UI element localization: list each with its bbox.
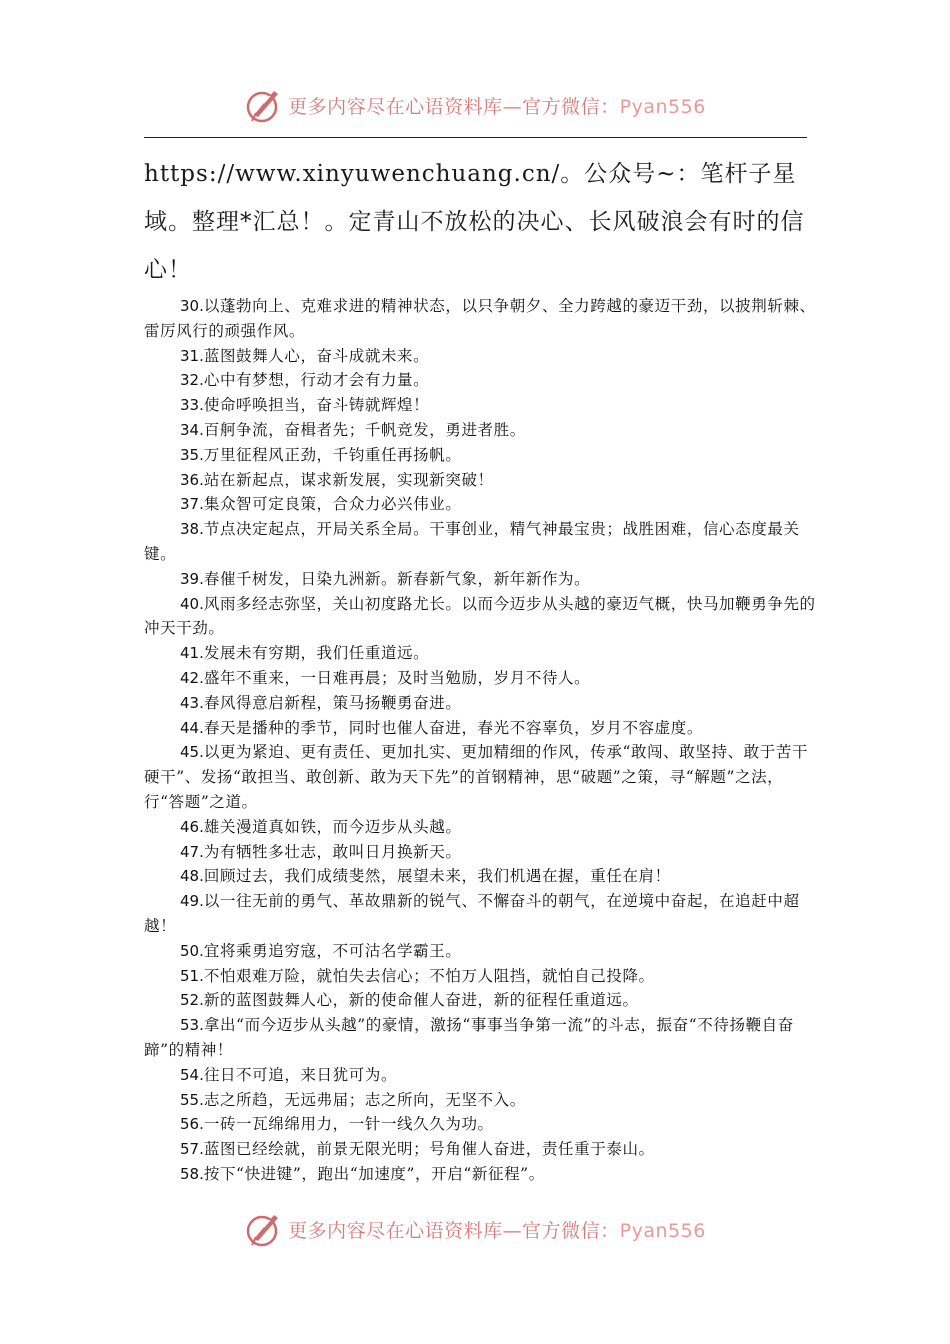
item-text: 蓝图鼓舞人心，奋斗成就未来。 <box>203 346 430 365</box>
item-number: 43. <box>180 693 204 712</box>
item-number: 34. <box>180 420 204 439</box>
item-number: 51. <box>180 966 204 985</box>
item-number: 50. <box>180 941 204 960</box>
list-item <box>144 691 820 716</box>
item-text: 以一往无前的勇气、革故鼎新的锐气、不懈奋斗的朝气，在逆境中奋起，在追赶中超越！ <box>144 892 800 935</box>
list-item <box>144 393 820 418</box>
item-text: 按下“快进键”，跑出“加速度”，开启“新征程”。 <box>203 1164 545 1183</box>
footer-wechat-id: Pyan556 <box>619 1219 706 1242</box>
item-text: 蓝图已经绘就，前景无限光明；号角催人奋进，责任重于泰山。 <box>203 1140 655 1159</box>
item-number: 33. <box>180 396 204 415</box>
item-text: 拿出“而今迈步从头越”的豪情，激扬“事事当争第一流”的斗志，振奋“不待扬鞭自奋蹄”的精神！ <box>144 1016 794 1059</box>
item-text: 百舸争流，奋楫者先；千帆竞发，勇进者胜。 <box>203 420 526 439</box>
list-item <box>144 294 820 344</box>
list-item <box>144 1013 820 1063</box>
item-text: 万里征程风正劲，千钧重任再扬帆。 <box>203 445 462 464</box>
list-item <box>144 964 820 989</box>
item-text: 使命呼唤担当，奋斗铸就辉煌！ <box>203 396 430 415</box>
item-number: 57. <box>180 1140 204 1159</box>
list-item <box>144 344 820 369</box>
list-item <box>144 1112 820 1137</box>
item-number: 30. <box>180 297 204 315</box>
item-number: 36. <box>180 470 204 489</box>
item-text: 心中有梦想，行动才会有力量。 <box>203 371 430 390</box>
item-text: 一砖一瓦绵绵用力，一针一线久久为功。 <box>203 1115 494 1134</box>
header-banner-main: 更多内容尽在心语资料库—官方微信： <box>288 95 620 118</box>
item-text: 宜将乘勇追穷寇，不可沽名学霸王。 <box>203 941 462 960</box>
item-number: 52. <box>180 991 204 1010</box>
list-item <box>144 988 820 1013</box>
header-wechat-id: Pyan556 <box>619 95 706 118</box>
item-text: 发展未有穷期，我们任重道远。 <box>203 644 430 663</box>
quill-logo-icon <box>244 1209 284 1249</box>
item-number: 35. <box>180 445 204 464</box>
footer-banner <box>244 1209 706 1249</box>
item-number: 41. <box>180 644 204 663</box>
item-text: 为有牺牲多壮志，敢叫日月换新天。 <box>203 842 462 861</box>
item-number: 53. <box>180 1016 204 1035</box>
header-banner-text <box>288 92 706 119</box>
list-item <box>144 418 820 443</box>
header-banner <box>244 85 706 125</box>
list-item <box>144 666 820 691</box>
page-footer <box>0 1206 950 1252</box>
list-item <box>144 468 820 493</box>
item-text: 志之所趋，无远弗届；志之所向，无坚不入。 <box>203 1090 526 1109</box>
list-item <box>144 517 820 567</box>
item-text: 节点决定起点，开局关系全局。干事创业，精气神最宝贵；战胜困难，信心态度最关键。 <box>144 520 800 563</box>
item-text: 春催千树发，日染九洲新。新春新气象，新年新作为。 <box>203 569 591 588</box>
item-text: 春天是播种的季节，同时也催人奋进，春光不容辜负，岁月不容虚度。 <box>203 718 703 737</box>
list-item <box>144 368 820 393</box>
list-item <box>144 716 820 741</box>
item-number: 38. <box>180 520 204 539</box>
page-header <box>0 82 950 128</box>
list-item <box>144 889 820 939</box>
list-item <box>144 443 820 468</box>
intro-paragraph: https://www.xinyuwenchuang.cn/。公众号~：笔杆子星域。整理*汇总！。定青山不放松的决心、长风破浪会有时的信心！ <box>144 161 805 283</box>
item-text: 以更为紧迫、更有责任、更加扎实、更加精细的作风，传承“敢闯、敢坚持、敢于苦干硬干”、发扬“敢担当、敢创新、敢为天下先”的首钢精神，思“破题”之策，寻“解题”之法，行“答题”之道。 <box>144 743 809 811</box>
list-item <box>144 1063 820 1088</box>
list-item <box>144 1088 820 1113</box>
item-number: 44. <box>180 718 204 737</box>
list-item <box>144 641 820 666</box>
item-text: 雄关漫道真如铁，而今迈步从头越。 <box>203 817 462 836</box>
item-number: 55. <box>180 1090 204 1109</box>
item-text: 风雨多经志弥坚，关山初度路尤长。以而今迈步从头越的豪迈气概，快马加鞭勇争先的冲天干劲。 <box>144 594 816 638</box>
item-text: 不怕艰难万险，就怕失去信心；不怕万人阻挡，就怕自己投降。 <box>203 966 655 985</box>
footer-banner-text <box>288 1216 706 1243</box>
item-number: 40. <box>180 594 204 613</box>
item-number: 46. <box>180 817 204 836</box>
header-divider <box>144 137 807 138</box>
list-item <box>144 939 820 964</box>
item-text: 站在新起点，谋求新发展，实现新突破！ <box>203 470 494 489</box>
list-item <box>144 740 820 814</box>
item-number: 31. <box>180 346 204 365</box>
item-number: 49. <box>180 892 204 911</box>
list-item <box>144 1137 820 1162</box>
list-item <box>144 592 820 642</box>
item-text: 盛年不重来，一日难再晨；及时当勉励，岁月不待人。 <box>203 668 591 687</box>
item-text: 新的蓝图鼓舞人心，新的使命催人奋进，新的征程任重道远。 <box>203 991 639 1010</box>
item-number: 32. <box>180 371 204 390</box>
item-text: 春风得意启新程，策马扬鞭勇奋进。 <box>203 693 462 712</box>
item-number: 45. <box>180 743 204 762</box>
list-item <box>144 567 820 592</box>
item-text: 往日不可追，来日犹可为。 <box>203 1065 398 1084</box>
item-text: 回顾过去，我们成绩斐然，展望未来，我们机遇在握，重任在肩！ <box>203 867 671 886</box>
list-item <box>144 492 820 517</box>
item-number: 47. <box>180 842 204 861</box>
list-item <box>144 815 820 840</box>
item-number: 54. <box>180 1065 204 1084</box>
quill-logo-icon <box>244 85 284 125</box>
item-number: 56. <box>180 1115 204 1134</box>
footer-banner-main: 更多内容尽在心语资料库—官方微信： <box>288 1219 620 1242</box>
list-item <box>144 1162 820 1187</box>
item-number: 37. <box>180 495 204 514</box>
item-number: 39. <box>180 569 204 588</box>
item-number: 42. <box>180 668 204 687</box>
item-number: 58. <box>180 1164 204 1183</box>
list-item <box>144 864 820 889</box>
item-text: 以蓬勃向上、克难求进的精神状态，以只争朝夕、全力跨越的豪迈干劲，以披荆斩棘、雷厉风行的顽强作风。 <box>144 297 816 340</box>
list-item <box>144 840 820 865</box>
item-text: 集众智可定良策，合众力必兴伟业。 <box>203 495 462 514</box>
item-number: 48. <box>180 867 204 886</box>
slogan-list <box>144 294 820 1187</box>
